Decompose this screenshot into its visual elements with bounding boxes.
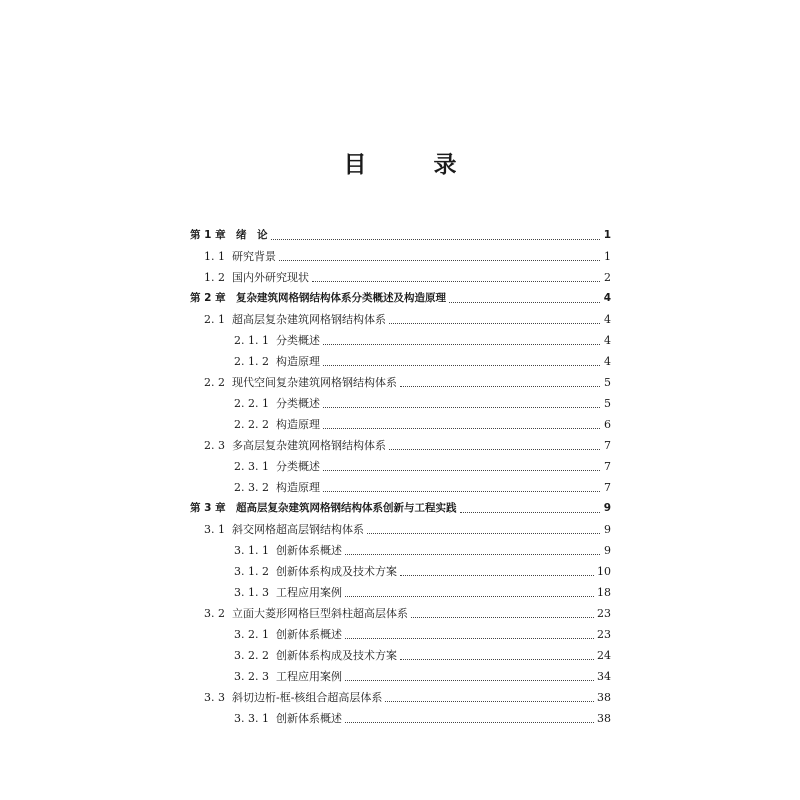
toc-dot-leader [312, 281, 600, 282]
toc-dot-leader [323, 470, 600, 471]
toc-entry-title: 绪 论 [236, 229, 268, 241]
toc-entry-page: 9 [603, 502, 611, 514]
toc-section-entry[interactable] [190, 374, 611, 395]
toc-entry-title: 超高层复杂建筑网格钢结构体系创新与工程实践 [236, 502, 457, 514]
toc-dot-leader [400, 659, 594, 660]
toc-dot-leader [323, 365, 600, 366]
toc-dot-leader [345, 638, 594, 639]
toc-entry-number: 2. 1. 1 [234, 334, 269, 347]
toc-entry-title: 斜切边桁-框-核组合超高层体系 [232, 691, 383, 704]
toc-entry-number: 2. 2. 2 [234, 418, 269, 431]
toc-entry-page: 7 [604, 481, 611, 494]
page-title: 目 录 [343, 152, 479, 178]
toc-entry-title: 研究背景 [232, 250, 276, 263]
toc-section-entry[interactable] [190, 437, 611, 458]
toc-subsection-entry[interactable] [190, 458, 611, 479]
toc-entry-page: 38 [597, 712, 611, 725]
toc-entry-title: 复杂建筑网格钢结构体系分类概述及构造原理 [236, 292, 446, 304]
toc-chapter-entry[interactable] [190, 500, 611, 521]
toc-entry-page: 34 [597, 670, 611, 683]
toc-entry-number: 3. 2 [204, 607, 225, 620]
toc-entry-page: 4 [604, 334, 611, 347]
toc-entry-page: 9 [604, 544, 611, 557]
toc-dot-leader [411, 617, 594, 618]
toc-entry-page: 7 [604, 460, 611, 473]
toc-entry-title: 创新体系构成及技术方案 [276, 649, 397, 662]
toc-dot-leader [389, 323, 600, 324]
toc-entry-title: 立面大菱形网格巨型斜柱超高层体系 [232, 607, 408, 620]
toc-entry-page: 4 [603, 292, 611, 304]
toc-subsection-entry[interactable] [190, 668, 611, 689]
toc-subsection-entry[interactable] [190, 479, 611, 500]
toc-section-entry[interactable] [190, 311, 611, 332]
toc-entry-title: 创新体系概述 [276, 544, 342, 557]
toc-entry-page: 23 [597, 607, 611, 620]
toc-dot-leader [323, 344, 600, 345]
toc-entry-number: 2. 3 [204, 439, 225, 452]
toc-entry-number: 3. 2. 2 [234, 649, 269, 662]
toc-entry-page: 5 [604, 376, 611, 389]
toc-entry-title: 构造原理 [276, 481, 320, 494]
toc-entry-number: 第 2 章 [190, 292, 226, 304]
toc-section-entry[interactable] [190, 521, 611, 542]
toc-entry-title: 工程应用案例 [276, 586, 342, 599]
toc-entry-title: 创新体系构成及技术方案 [276, 565, 397, 578]
toc-dot-leader [400, 386, 600, 387]
toc-dot-leader [323, 407, 600, 408]
toc-dot-leader [400, 575, 594, 576]
toc-dot-leader [367, 533, 600, 534]
toc-entry-page: 1 [604, 250, 611, 263]
toc-dot-leader [345, 680, 594, 681]
toc-chapter-entry[interactable] [190, 290, 611, 311]
toc-entry-page: 4 [604, 313, 611, 326]
toc-entry-title: 构造原理 [276, 355, 320, 368]
toc-entry-page: 18 [597, 586, 611, 599]
toc-section-entry[interactable] [190, 248, 611, 269]
toc-entry-title: 国内外研究现状 [232, 271, 309, 284]
toc-entry-number: 2. 1. 2 [234, 355, 269, 368]
toc-entry-page: 23 [597, 628, 611, 641]
toc-entry-number: 3. 1. 2 [234, 565, 269, 578]
toc-entry-title: 分类概述 [276, 334, 320, 347]
toc-chapter-entry[interactable] [190, 227, 611, 248]
toc-entry-page: 38 [597, 691, 611, 704]
toc-entry-page: 2 [604, 271, 611, 284]
toc-subsection-entry[interactable] [190, 542, 611, 563]
toc-dot-leader [323, 491, 600, 492]
toc-subsection-entry[interactable] [190, 416, 611, 437]
toc-subsection-entry[interactable] [190, 332, 611, 353]
toc-entry-page: 24 [597, 649, 611, 662]
toc-subsection-entry[interactable] [190, 395, 611, 416]
toc-entry-title: 现代空间复杂建筑网格钢结构体系 [232, 376, 397, 389]
toc-entry-number: 第 1 章 [190, 229, 226, 241]
toc-entry-number: 2. 2 [204, 376, 225, 389]
toc-entry-title: 多高层复杂建筑网格钢结构体系 [232, 439, 386, 452]
toc-entry-number: 3. 2. 1 [234, 628, 269, 641]
toc-entry-number: 3. 1. 1 [234, 544, 269, 557]
toc-entry-number: 2. 2. 1 [234, 397, 269, 410]
toc-entry-title: 分类概述 [276, 460, 320, 473]
toc-section-entry[interactable] [190, 605, 611, 626]
toc-entry-page: 1 [603, 229, 611, 241]
toc-dot-leader [389, 449, 600, 450]
toc-entry-number: 1. 1 [204, 250, 225, 263]
toc-entry-title: 构造原理 [276, 418, 320, 431]
toc-dot-leader [449, 302, 600, 303]
toc-entry-number: 3. 2. 3 [234, 670, 269, 683]
toc-entry-number: 第 3 章 [190, 502, 226, 514]
toc-subsection-entry[interactable] [190, 626, 611, 647]
toc-dot-leader [385, 701, 594, 702]
toc-subsection-entry[interactable] [190, 647, 611, 668]
toc-entry-page: 10 [597, 565, 611, 578]
toc-dot-leader [345, 554, 600, 555]
toc-entry-number: 3. 3. 1 [234, 712, 269, 725]
toc-dot-leader [323, 428, 600, 429]
toc-entry-page: 6 [604, 418, 611, 431]
toc-dot-leader [279, 260, 600, 261]
toc-entry-title: 分类概述 [276, 397, 320, 410]
toc-entry-page: 4 [604, 355, 611, 368]
toc-entry-number: 3. 1. 3 [234, 586, 269, 599]
toc-subsection-entry[interactable] [190, 563, 611, 584]
toc-entry-title: 斜交网格超高层钢结构体系 [232, 523, 364, 536]
toc-entry-page: 9 [604, 523, 611, 536]
toc-entry-number: 3. 1 [204, 523, 225, 536]
toc-dot-leader [345, 596, 594, 597]
toc-entry-title: 工程应用案例 [276, 670, 342, 683]
toc-entry-number: 1. 2 [204, 271, 225, 284]
toc-section-entry[interactable] [190, 269, 611, 290]
toc-dot-leader [460, 512, 601, 513]
toc-entry-page: 5 [604, 397, 611, 410]
toc-subsection-entry[interactable] [190, 710, 611, 731]
toc-entry-title: 超高层复杂建筑网格钢结构体系 [232, 313, 386, 326]
toc-entry-number: 2. 3. 1 [234, 460, 269, 473]
toc-subsection-entry[interactable] [190, 353, 611, 374]
toc-entry-number: 3. 3 [204, 691, 225, 704]
toc-entry-title: 创新体系概述 [276, 628, 342, 641]
toc-dot-leader [345, 722, 594, 723]
toc-entry-number: 2. 1 [204, 313, 225, 326]
toc-dot-leader [271, 239, 601, 240]
toc-entry-page: 7 [604, 439, 611, 452]
toc-section-entry[interactable] [190, 689, 611, 710]
toc-subsection-entry[interactable] [190, 584, 611, 605]
toc-entry-title: 创新体系概述 [276, 712, 342, 725]
toc-entry-number: 2. 3. 2 [234, 481, 269, 494]
table-of-contents [190, 227, 611, 731]
